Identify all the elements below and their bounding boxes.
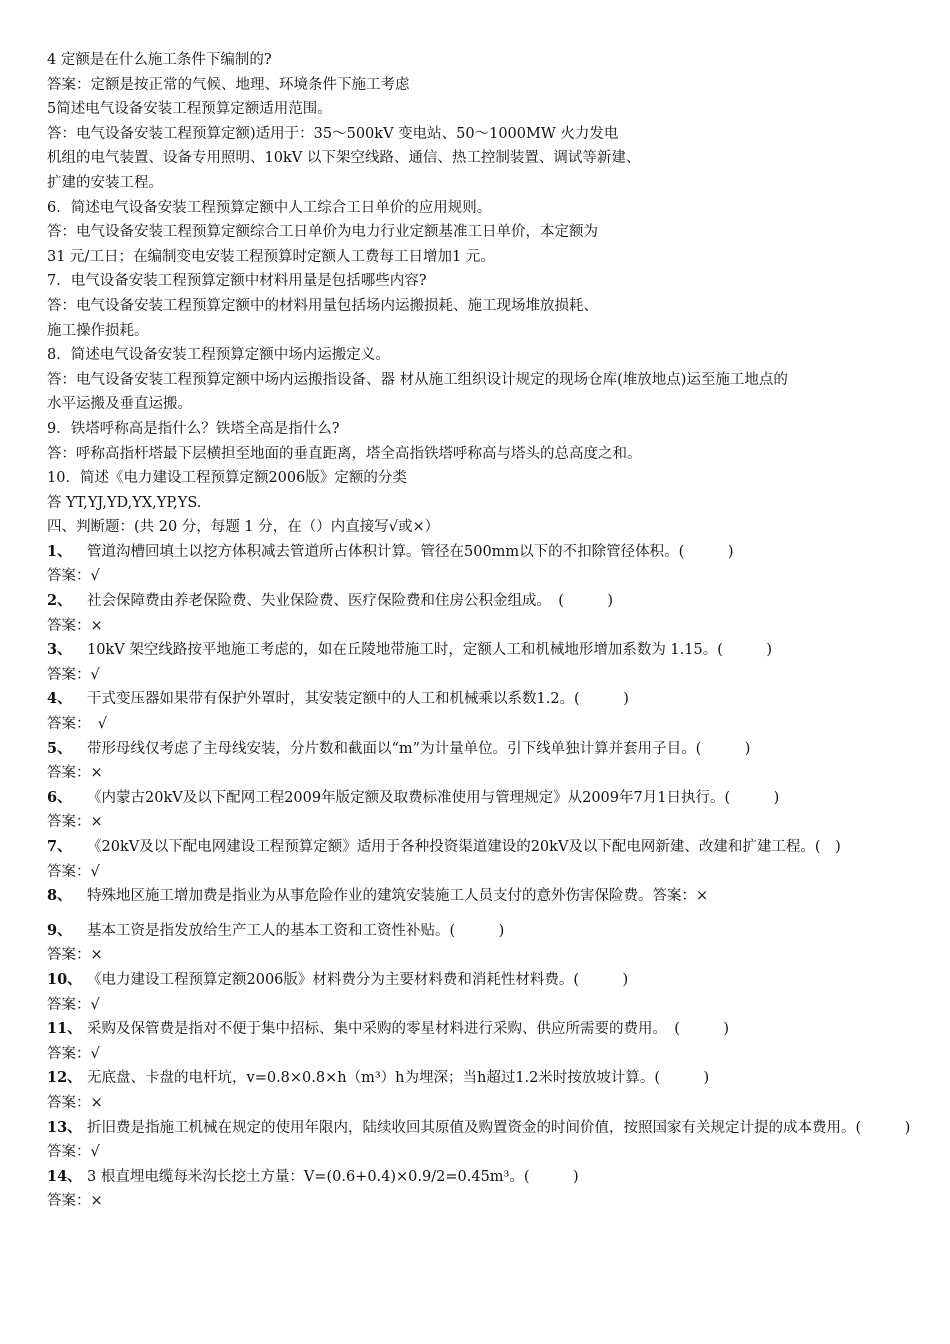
section-heading: 四、判断题：(共 20 分，每题 1 分，在（）内直接写√或×） bbox=[47, 519, 440, 536]
question-text: 社会保障费由养老保险费、失业保险费、医疗保险费和住房公积金组成。 ( ) bbox=[87, 593, 614, 610]
spacer bbox=[47, 909, 915, 919]
question-number: 1、 bbox=[47, 542, 72, 560]
text-line: 水平运搬及垂直运搬。 bbox=[47, 396, 192, 413]
answer-text: 答案：√ bbox=[47, 666, 100, 683]
question-item bbox=[47, 589, 915, 638]
answer-text: 答案：× bbox=[47, 617, 103, 634]
question-number: 2、 bbox=[47, 592, 72, 610]
question-number: 5、 bbox=[47, 739, 72, 757]
text-line: 5简述电气设备安装工程预算定额适用范围。 bbox=[47, 101, 332, 118]
text-line: 9．铁塔呼称高是指什么？铁塔全高是指什么? bbox=[47, 420, 340, 437]
question-text: 特殊地区施工增加费是指业为从事危险作业的建筑安装施工人员支付的意外伤害保险费。答案：× bbox=[87, 888, 709, 905]
question-text: 10kV 架空线路按平地施工考虑的，如在丘陵地带施工时，定额人工和机械地形增加系数为 1.15。( ) bbox=[87, 642, 773, 659]
question-item bbox=[47, 638, 915, 687]
question-item bbox=[47, 919, 915, 968]
question-number: 13、 bbox=[47, 1118, 82, 1136]
text-line: 答：电气设备安装工程预算定额)适用于：35～500kV 变电站、50～1000MW 火力发电 bbox=[47, 125, 619, 142]
text-line: 机组的电气装置、设备专用照明、10kV 以下架空线路、通信、热工控制装置、调试等新建、 bbox=[47, 150, 641, 167]
answer-text: 答案：√ bbox=[47, 568, 100, 585]
answer-text: 答案：× bbox=[47, 947, 103, 964]
text-line: 答：电气设备安装工程预算定额中场内运搬指设备、器 材从施工组织设计规定的现场仓库(堆放地点)运至施工地点的 bbox=[47, 371, 788, 388]
answer-text: 答案：× bbox=[47, 814, 103, 831]
question-text: 基本工资是指发放给生产工人的基本工资和工资性补贴。( ) bbox=[87, 922, 505, 939]
text-line: 8．简述电气设备安装工程预算定额中场内运搬定义。 bbox=[47, 347, 390, 364]
question-text: 无底盘、卡盘的电杆坑，v=0.8×0.8×h（m³）h为埋深；当h超过1.2米时按放坡计算。( ) bbox=[87, 1070, 710, 1087]
question-item bbox=[47, 786, 915, 835]
question-number: 4、 bbox=[47, 690, 72, 708]
question-number: 12、 bbox=[47, 1069, 82, 1087]
text-line: 10．简述《电力建设工程预算定额2006版》定额的分类 bbox=[47, 470, 407, 487]
question-item bbox=[47, 540, 915, 589]
question-item bbox=[47, 737, 915, 786]
answer-text: 答案：× bbox=[47, 765, 103, 782]
question-text: 干式变压器如果带有保护外罩时，其安装定额中的人工和机械乘以系数1.2。( ) bbox=[87, 691, 629, 708]
text-line: 答：电气设备安装工程预算定额中的材料用量包括场内运搬损耗、施工现场堆放损耗、 bbox=[47, 297, 598, 314]
question-number: 6、 bbox=[47, 788, 72, 806]
question-item bbox=[47, 884, 915, 919]
judgment-items bbox=[47, 540, 915, 1214]
text-line: 扩建的安装工程。 bbox=[47, 174, 163, 191]
question-item bbox=[47, 835, 915, 884]
question-item bbox=[47, 687, 915, 736]
question-item bbox=[47, 1017, 915, 1066]
text-line: 7．电气设备安装工程预算定额中材料用量是包括哪些内容? bbox=[47, 273, 427, 290]
answer-text: 答案：√ bbox=[47, 1045, 100, 1062]
question-item bbox=[47, 968, 915, 1017]
answer-text: 答案：√ bbox=[47, 996, 100, 1013]
question-text: 采购及保管费是指对不便于集中招标、集中采购的零星材料进行采购、供应所需要的费用。 ( ) bbox=[87, 1021, 730, 1038]
question-text: 3 根直埋电缆每米沟长挖土方量：V=(0.6+0.4)×0.9/2=0.45m³。( ) bbox=[87, 1168, 579, 1185]
text-line: 4 定额是在什么施工条件下编制的? bbox=[47, 52, 272, 68]
answer-text: 答案：√ bbox=[47, 1144, 100, 1161]
question-text: 折旧费是指施工机械在规定的使用年限内，陆续收回其原值及购置资金的时间价值，按照国家有关规定计提的成本费用。( ) bbox=[87, 1119, 911, 1136]
question-text: 带形母线仅考虑了主母线安装，分片数和截面以“m”为计量单位。引下线单独计算并套用子目。( ) bbox=[87, 740, 751, 757]
document-body bbox=[47, 48, 915, 1214]
question-text: 管道沟槽回填土以挖方体积减去管道所占体积计算。管径在500mm以下的不扣除管径体积。( ) bbox=[87, 543, 734, 560]
text-line: 答：呼称高指杆塔最下层横担至地面的垂直距离，塔全高指铁塔呼称高与塔头的总高度之和。 bbox=[47, 445, 642, 462]
question-number: 9、 bbox=[47, 921, 72, 939]
question-number: 7、 bbox=[47, 838, 72, 855]
question-text: 《电力建设工程预算定额2006版》材料费分为主要材料费和消耗性材料费。( ) bbox=[87, 971, 629, 988]
question-text: 《内蒙古20kV及以下配网工程2009年版定额及取费标准使用与管理规定》从2009年7月1日执行。( ) bbox=[87, 789, 780, 806]
text-line: 施工操作损耗。 bbox=[47, 322, 149, 339]
question-number: 10、 bbox=[47, 970, 82, 988]
question-text: 《20kV及以下配电网建设工程预算定额》适用于各种投资渠道建设的20kV及以下配电网新建、改建和扩建工程。( ) bbox=[87, 839, 841, 855]
answer-text: 答案：√ bbox=[47, 863, 100, 880]
answer-text: 答案： √ bbox=[47, 716, 107, 733]
text-line: 6．简述电气设备安装工程预算定额中人工综合工日单价的应用规则。 bbox=[47, 199, 492, 216]
answer-text: 答案：× bbox=[47, 1193, 103, 1210]
text-line: 答案：定额是按正常的气候、地理、环境条件下施工考虑 bbox=[47, 76, 410, 93]
text-line: 31 元/工日；在编制变电安装工程预算时定额人工费每工日增加1 元。 bbox=[47, 248, 495, 265]
question-item bbox=[47, 1066, 915, 1115]
question-number: 11、 bbox=[47, 1020, 82, 1038]
question-number: 8、 bbox=[47, 887, 72, 905]
question-item bbox=[47, 1165, 915, 1214]
answer-text: 答案：× bbox=[47, 1094, 103, 1111]
question-number: 3、 bbox=[47, 641, 72, 659]
text-line: 答 YT,YJ,YD,YX,YP,YS. bbox=[47, 494, 202, 511]
text-line: 答：电气设备安装工程预算定额综合工日单价为电力行业定额基准工日单价，本定额为 bbox=[47, 224, 598, 241]
question-number: 14、 bbox=[47, 1167, 82, 1185]
question-item bbox=[47, 1116, 915, 1165]
